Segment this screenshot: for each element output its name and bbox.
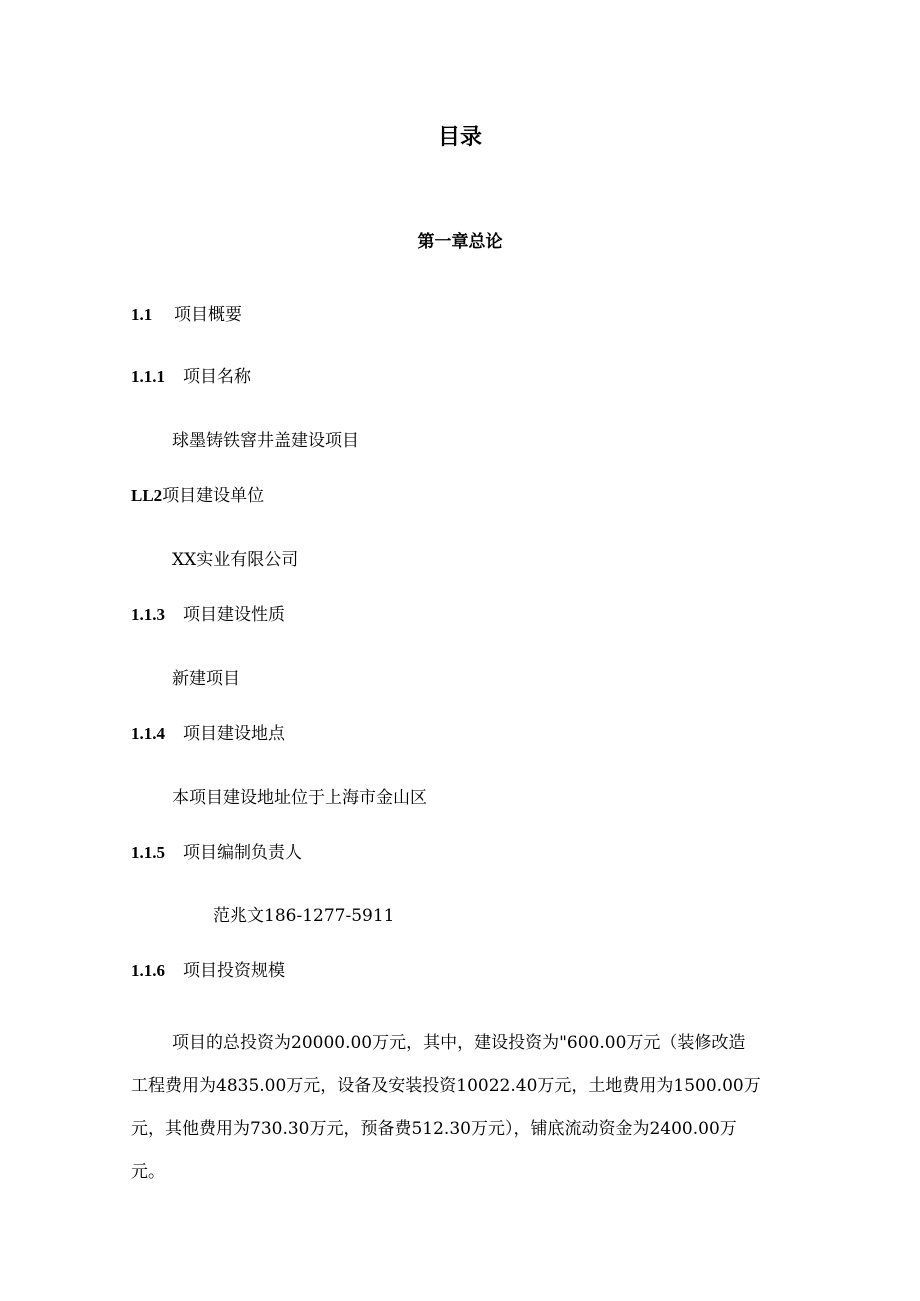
investment-paragraph	[131, 1022, 811, 1194]
section-1-1-3	[131, 606, 285, 624]
section-number: 1.1.3	[131, 605, 165, 624]
section-label: 项目名称	[183, 367, 251, 387]
section-1-1	[131, 306, 242, 324]
nature-value: 新建项目	[172, 669, 240, 689]
paragraph-line: 元，其他费用为730.30万元，预备费512.30万元），铺底流动资金为2400.00万	[131, 1119, 737, 1139]
section-label: 项目概要	[174, 305, 242, 325]
section-1-1-2	[131, 487, 264, 505]
section-number: 1.1	[131, 305, 153, 324]
section-number: 1.1.1	[131, 367, 165, 386]
section-1-1-6	[131, 962, 285, 980]
section-label: 项目建设地点	[183, 724, 285, 744]
section-1-1-4	[131, 725, 285, 743]
page-title: 目录	[437, 124, 482, 150]
section-number: 1.1.4	[131, 724, 165, 743]
section-1-1-1	[131, 368, 251, 386]
section-label: 项目投资规模	[183, 961, 285, 981]
section-number: 1.1.5	[131, 843, 165, 862]
location-value: 本项目建设地址位于上海市金山区	[172, 788, 427, 808]
section-label: 项目建设性质	[183, 605, 285, 625]
paragraph-line: 元。	[131, 1162, 165, 1182]
builder-value: XX实业有限公司	[172, 550, 299, 570]
section-label: 项目建设单位	[162, 486, 265, 506]
project-name-value: 球墨铸铁窨井盖建设项目	[172, 431, 359, 451]
section-label: 项目编制负责人	[183, 843, 302, 863]
section-number: 1.1.6	[131, 961, 165, 980]
section-number: LL2	[131, 486, 163, 505]
responsible-value: 范兆文186-1277-5911	[213, 906, 395, 926]
chapter-heading: 第一章总论	[417, 232, 503, 252]
paragraph-line: 项目的总投资为20000.00万元，其中，建设投资为"600.00万元（装修改造	[172, 1033, 746, 1053]
section-1-1-5	[131, 844, 302, 862]
paragraph-line: 工程费用为4835.00万元，设备及安装投资10022.40万元，土地费用为1500.00万	[131, 1076, 761, 1096]
